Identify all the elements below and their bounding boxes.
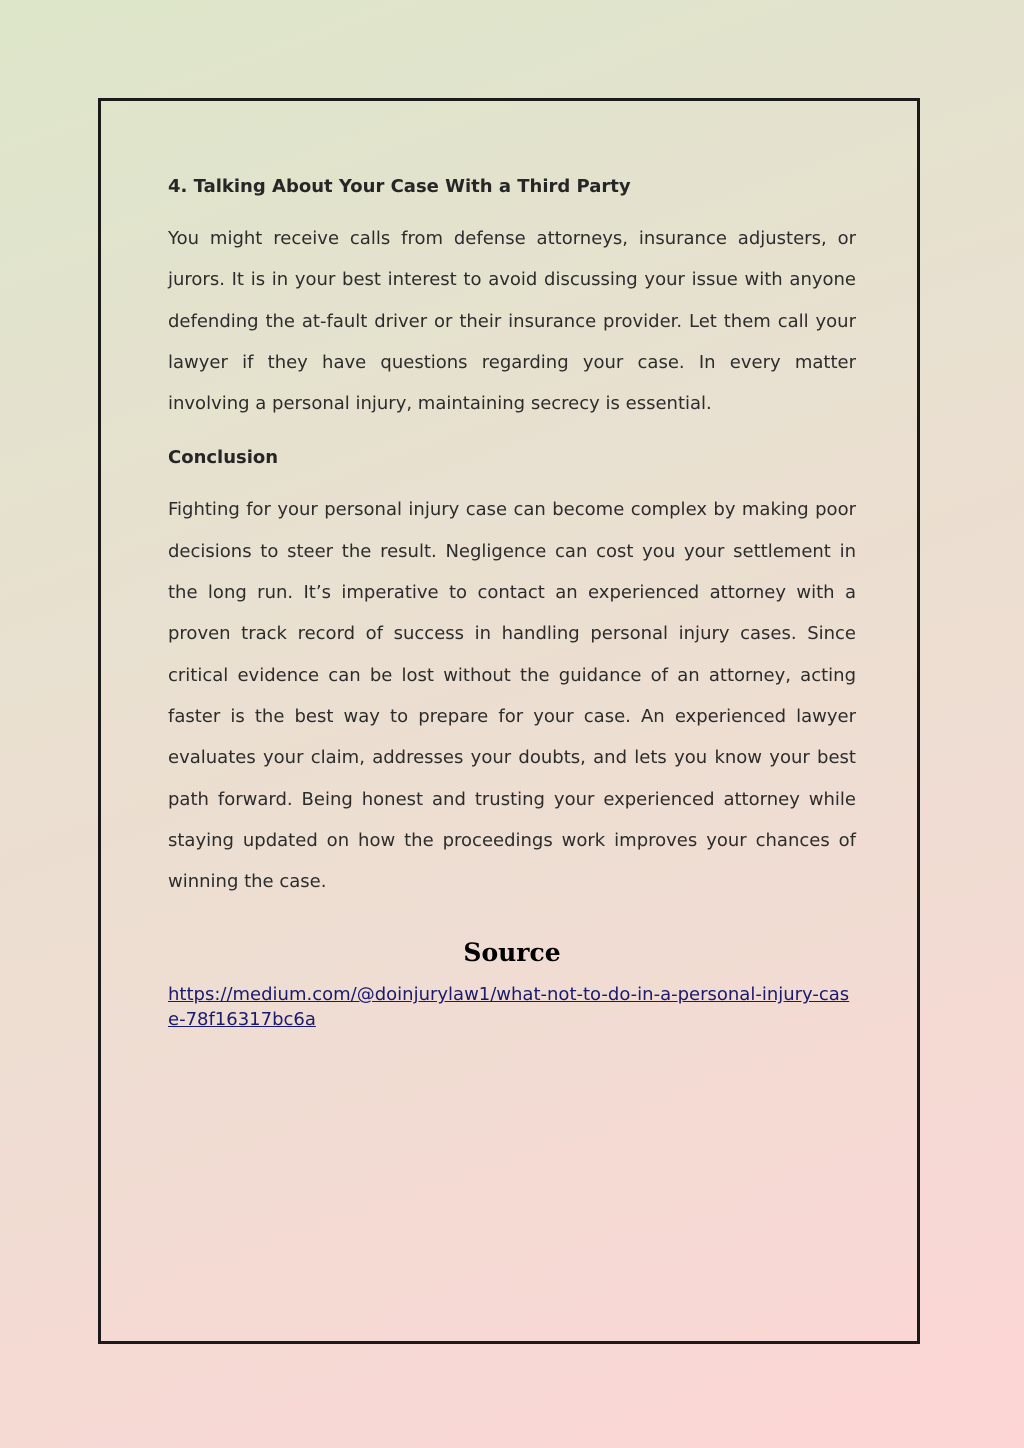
section-paragraph-conclusion: Fighting for your personal injury case can become complex by making poor decisions to steer the result. Negligence can cost you your settlement in the long run. It’s imperative to contact an experienced attorney with a proven track record of success in handling personal injury cases. Since critical evidence can be lost without the guidance of an attorney, acting faster is the best way to prepare for your case. An experienced lawyer evaluates your claim, addresses your doubts, and lets you know your best path forward. Being honest and trusting your experienced attorney while staying updated on how the proceedings work improves your chances of winning the case. bbox=[168, 499, 856, 893]
source-heading: Source bbox=[463, 938, 561, 968]
section-heading-third-party: 4. Talking About Your Case With a Third Party bbox=[168, 176, 631, 197]
section-paragraph-third-party: You might receive calls from defense attorneys, insurance adjusters, or jurors. It is in your best interest to avoid discussing your issue with anyone defending the at-fault driver or their insurance provider. Let them call your lawyer if they have questions regarding your case. In every matter involving a personal injury, maintaining secrecy is essential. bbox=[168, 228, 856, 415]
section-heading-conclusion: Conclusion bbox=[168, 447, 279, 469]
source-link[interactable]: https://medium.com/@doinjurylaw1/what-not-to-do-in-a-personal-injury-case-78f16317bc6a bbox=[168, 984, 850, 1031]
document-body bbox=[168, 172, 856, 1032]
